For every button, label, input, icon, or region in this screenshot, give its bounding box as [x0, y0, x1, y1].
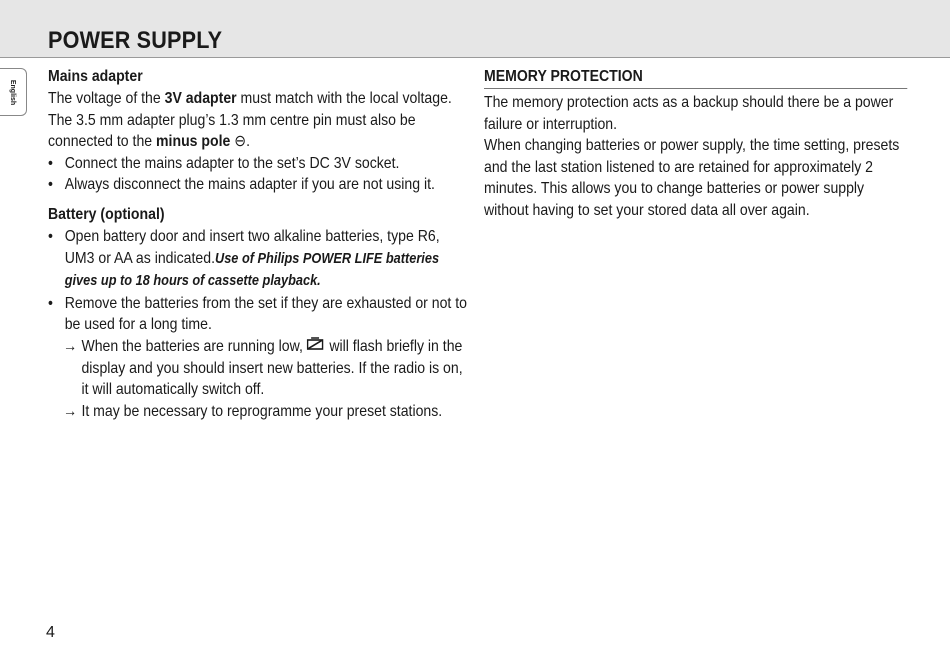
mains-adapter-paragraph — [48, 88, 473, 153]
adapter-voltage-text: 3V adapter — [164, 90, 237, 107]
language-tab — [0, 68, 27, 116]
list-item: • Remove the batteries from the set if they are exhausted or not to be used for a long time. — [48, 293, 473, 336]
text-span: must match with the local voltage. The 3.5 mm adapter plug’s 1.3 mm centre pin must also be connected to the — [48, 90, 452, 151]
page-title: POWER SUPPLY — [48, 27, 223, 54]
right-column — [484, 66, 902, 222]
text-span: will flash briefly in the display and you should insert new batteries. If the radio is on, it will automatically switch off. — [81, 337, 463, 399]
mains-adapter-heading: Mains adapter — [48, 68, 143, 85]
minus-pole-symbol: ⊖ — [234, 133, 247, 151]
battery-heading: Battery (optional) — [48, 205, 165, 223]
list-item: • Connect the mains adapter to the set’s DC 3V socket. — [48, 153, 473, 175]
memory-paragraph-2: When changing batteries or power supply, the time setting, presets and the last station listened to are retained for approximately 2 minutes. This allows you to change batteries or power supply without having to set your stored data all over again. — [484, 137, 900, 219]
arrow-item: → It may be necessary to reprogramme your preset stations. — [48, 401, 473, 423]
page-number: 4 — [46, 624, 55, 641]
page-header — [0, 0, 950, 58]
list-item: • Always disconnect the mains adapter if you are not using it. — [48, 174, 473, 196]
list-item — [48, 226, 473, 293]
text-span: When the batteries are running low, — [81, 337, 303, 355]
language-tab-label: English — [9, 79, 17, 105]
memory-protection-heading: MEMORY PROTECTION — [484, 66, 907, 89]
text-span: The voltage of the — [48, 90, 165, 107]
text-span: Open battery door and insert two alkaline batteries, type R6, UM3 or AA as indicated. — [64, 227, 440, 267]
memory-paragraph-1: The memory protection acts as a backup should there be a power failure or interruption. — [484, 94, 894, 133]
minus-pole-text: minus pole — [156, 133, 231, 151]
battery-low-icon — [306, 336, 324, 358]
text-span: . — [246, 133, 250, 151]
arrow-item — [48, 336, 473, 401]
left-column — [48, 66, 468, 422]
battery-life-note: Use of Philips POWER LIFE batteries gives up to 18 hours of cassette playback. — [64, 250, 440, 290]
